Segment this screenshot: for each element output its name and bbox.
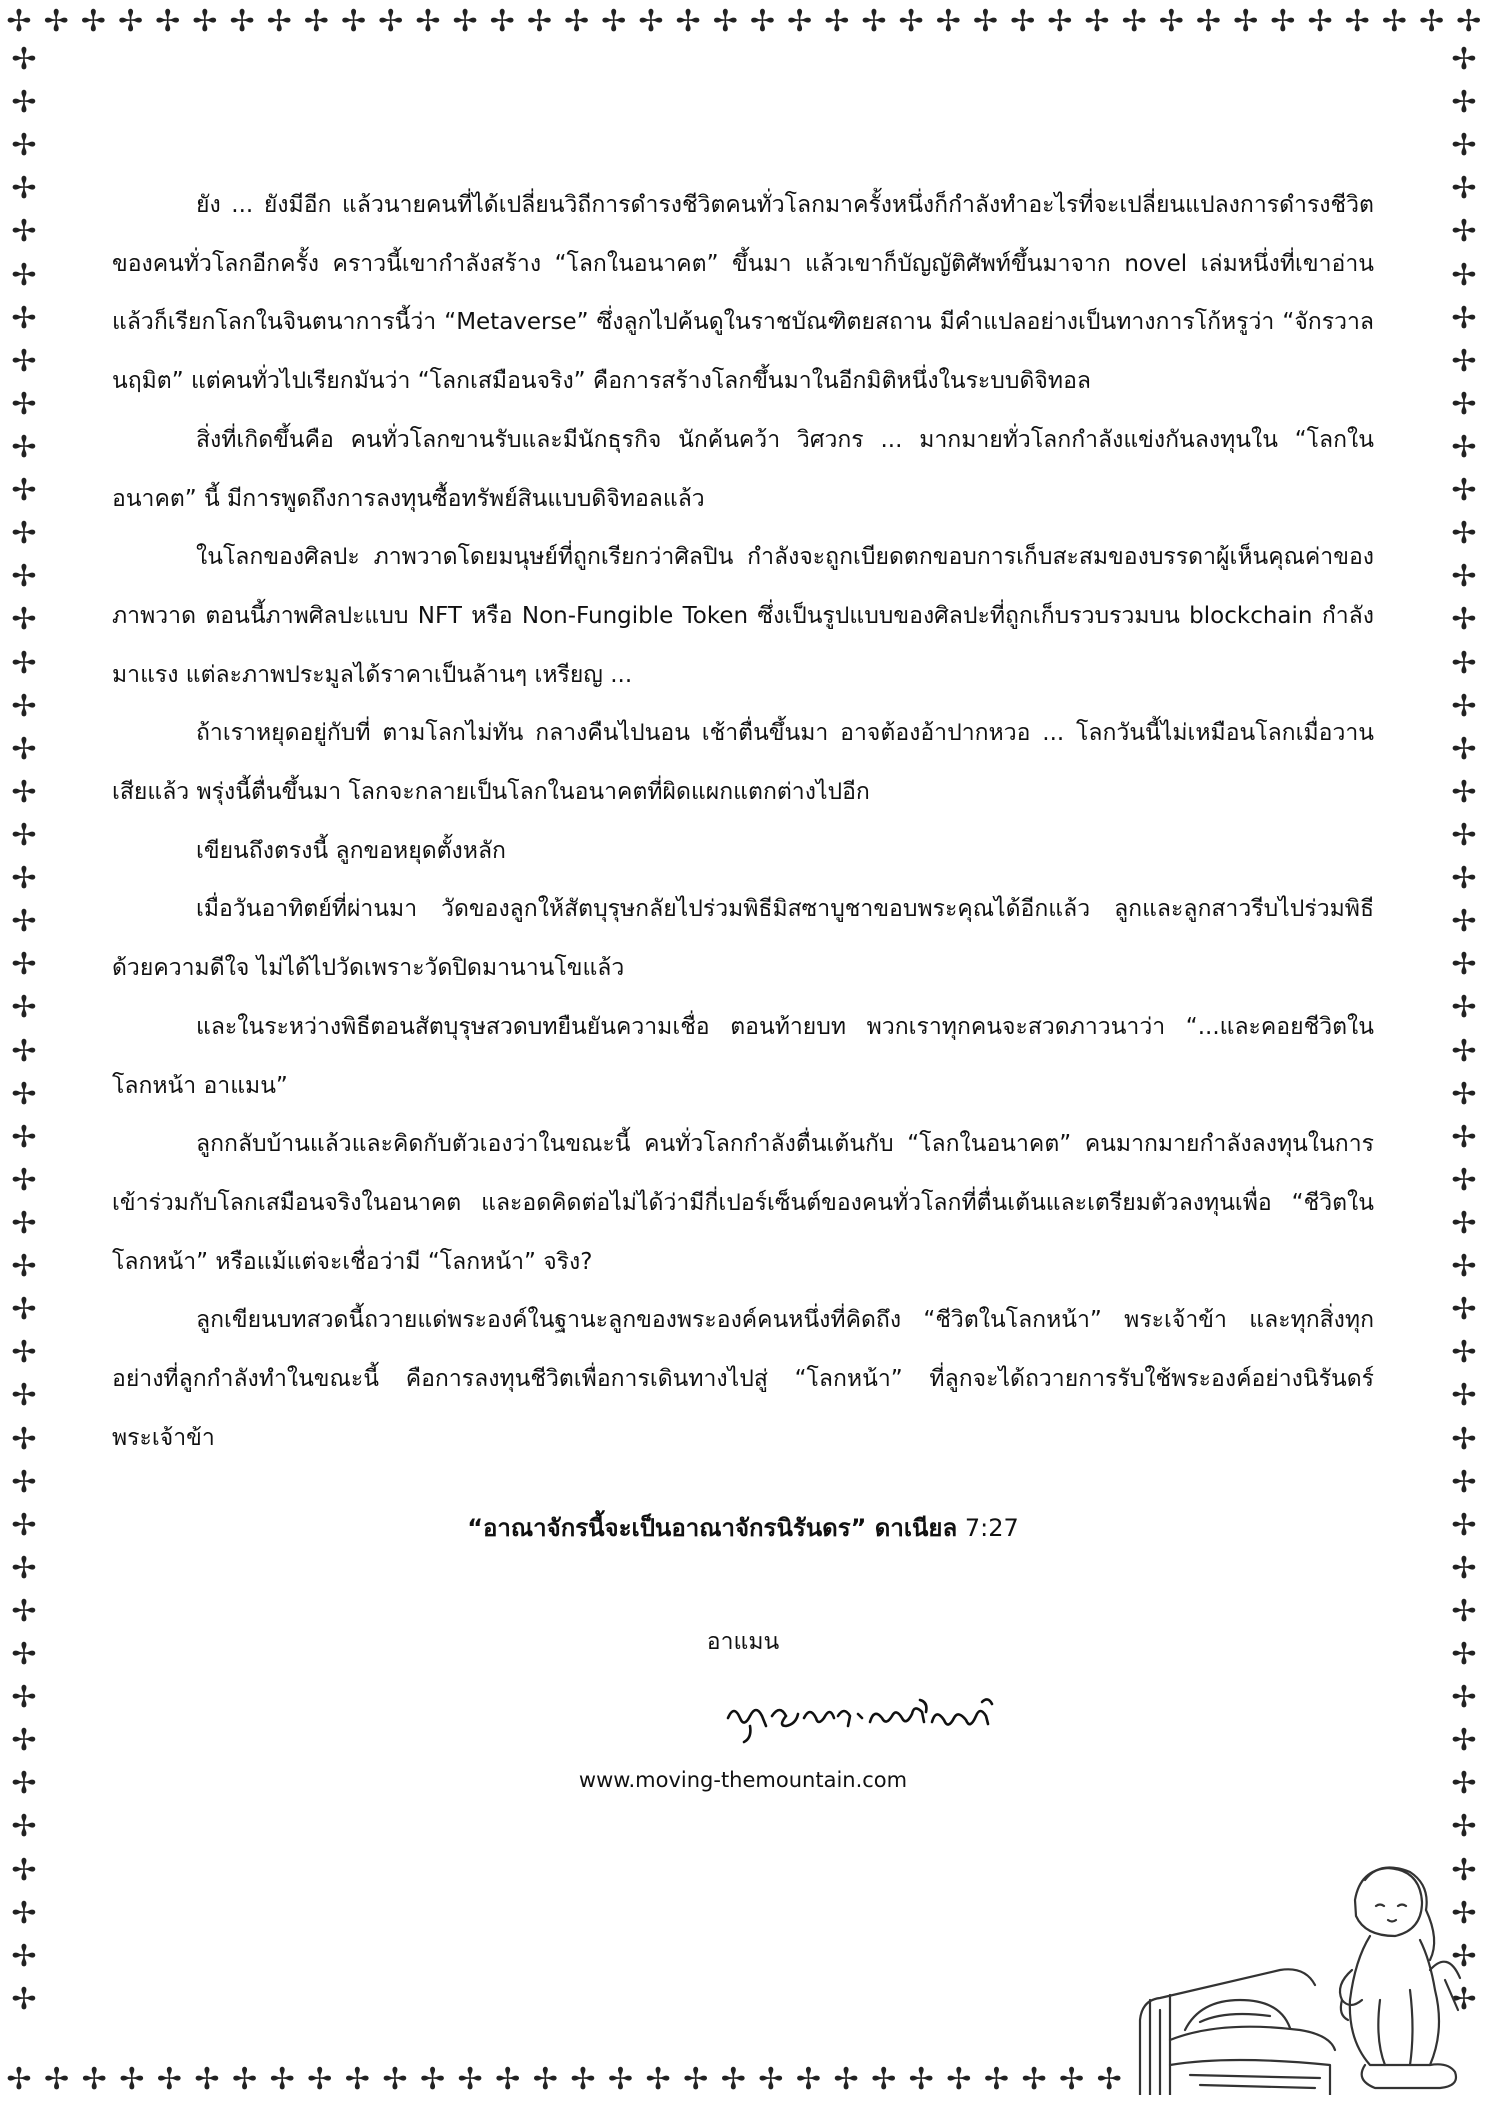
cross-icon: ✢ — [898, 4, 924, 39]
cross-icon: ✢ — [11, 171, 37, 207]
cross-icon: ✢ — [415, 4, 441, 39]
cross-icon: ✢ — [861, 4, 887, 39]
cross-icon: ✢ — [11, 645, 37, 681]
cross-icon: ✢ — [795, 2062, 822, 2097]
cross-icon: ✢ — [117, 4, 144, 39]
cross-icon: ✢ — [378, 4, 404, 39]
cross-icon: ✢ — [1059, 2062, 1085, 2097]
cross-icon: ✢ — [192, 4, 218, 39]
cross-icon: ✢ — [43, 4, 69, 39]
cross-icon: ✢ — [11, 1809, 37, 1845]
cross-icon: ✢ — [683, 2062, 709, 2097]
border-left — [4, 40, 44, 2020]
cross-icon: ✢ — [1451, 1378, 1477, 1414]
cross-icon: ✢ — [303, 4, 329, 39]
cross-icon: ✢ — [1451, 171, 1477, 207]
cross-icon: ✢ — [1451, 1550, 1477, 1586]
cross-icon: ✢ — [1270, 4, 1296, 39]
cross-icon: ✢ — [119, 2062, 145, 2097]
cross-icon: ✢ — [1381, 4, 1407, 39]
cross-icon: ✢ — [11, 731, 37, 767]
cross-icon: ✢ — [1451, 1680, 1477, 1716]
cross-icon: ✢ — [1451, 1464, 1477, 1500]
cross-icon: ✢ — [1451, 1766, 1477, 1802]
cross-icon: ✢ — [11, 559, 37, 595]
cross-icon: ✢ — [11, 1119, 37, 1155]
cross-icon: ✢ — [1451, 1507, 1477, 1543]
cross-icon: ✢ — [419, 2062, 446, 2097]
cross-icon: ✢ — [645, 2062, 671, 2097]
cross-icon: ✢ — [11, 1249, 37, 1285]
paragraph: และในระหว่างพิธีตอนสัตบุรุษสวดบทยืนยันความเชื่อ ตอนท้ายบท พวกเราทุกคนจะสวดภาวนาว่า “...และคอยชีวิตในโลกหน้า อาแมน” — [112, 1013, 1374, 1099]
cross-icon: ✢ — [1451, 343, 1477, 379]
cross-icon: ✢ — [11, 257, 37, 293]
cross-icon: ✢ — [1451, 1981, 1477, 2017]
cross-icon: ✢ — [1451, 300, 1477, 336]
cross-icon: ✢ — [156, 2062, 182, 2097]
letter-body — [112, 176, 1374, 1467]
cross-icon: ✢ — [11, 1593, 37, 1629]
cross-icon: ✢ — [526, 4, 552, 39]
cross-icon: ✢ — [1451, 731, 1477, 767]
quote-text: “อาณาจักรนี้จะเป็นอาณาจักรนิรันดร” ดาเนียล — [467, 1514, 958, 1542]
cross-icon: ✢ — [11, 1076, 37, 1112]
cross-icon: ✢ — [1451, 1852, 1477, 1888]
cross-icon: ✢ — [81, 2062, 107, 2097]
cross-icon: ✢ — [1451, 688, 1477, 724]
cross-icon: ✢ — [11, 817, 37, 853]
cross-icon: ✢ — [787, 4, 813, 39]
cross-icon: ✢ — [11, 42, 37, 77]
cross-icon: ✢ — [833, 2062, 859, 2097]
cross-icon: ✢ — [11, 904, 37, 940]
cross-icon: ✢ — [1451, 429, 1477, 465]
cross-icon: ✢ — [11, 1335, 37, 1371]
cross-icon: ✢ — [1451, 1938, 1477, 1974]
cross-icon: ✢ — [80, 4, 106, 39]
cross-icon: ✢ — [935, 4, 961, 39]
cross-icon: ✢ — [11, 300, 37, 336]
cross-icon: ✢ — [1233, 4, 1259, 39]
website-url: www.moving-themountain.com — [578, 1768, 908, 1792]
cross-icon: ✢ — [11, 429, 37, 465]
cross-icon: ✢ — [11, 1292, 37, 1328]
cross-icon: ✢ — [11, 1723, 37, 1759]
cross-icon: ✢ — [11, 343, 37, 379]
cross-icon: ✢ — [229, 4, 255, 39]
border-right — [1444, 40, 1484, 2020]
cross-icon: ✢ — [11, 1033, 37, 1069]
cross-icon: ✢ — [11, 1464, 37, 1500]
paragraph: ในโลกของศิลปะ ภาพวาดโดยมนุษย์ที่ถูกเรียกว่าศิลปิน กำลังจะถูกเบียดตกขอบการเก็บสะสมของบรรดาผู้เห็นคุณค่าของภาพวาด ตอนนี้ภาพศิลปะแบบ NFT หรือ Non-Fungible Token ซึ่งเป็นรูปแบบของศิลปะที่ถูกเก็บรวบรวมบน blockchain กำลังมาแรง แต่ละภาพประมูลได้ราคาเป็นล้านๆ เหรียญ ... — [112, 544, 1374, 688]
cross-icon: ✢ — [11, 1981, 37, 2017]
cross-icon: ✢ — [1121, 4, 1147, 39]
cross-icon: ✢ — [983, 2062, 1009, 2097]
cross-icon: ✢ — [1451, 1895, 1477, 1931]
cross-icon: ✢ — [758, 2062, 784, 2097]
cross-icon: ✢ — [908, 2062, 934, 2097]
cross-icon: ✢ — [11, 688, 37, 724]
cross-icon: ✢ — [11, 1550, 37, 1586]
cross-icon: ✢ — [824, 4, 850, 39]
handwritten-signature — [720, 1678, 1010, 1748]
cross-icon: ✢ — [1451, 1076, 1477, 1112]
cross-icon: ✢ — [1158, 4, 1184, 39]
cross-icon: ✢ — [231, 2062, 258, 2097]
cross-icon: ✢ — [11, 1421, 37, 1457]
cross-icon: ✢ — [1451, 1292, 1477, 1328]
cross-icon: ✢ — [972, 4, 999, 39]
paragraph: เมื่อวันอาทิตย์ที่ผ่านมา วัดของลูกให้สัตบุรุษกลัยไปร่วมพิธีมิสซาบูชาขอบพระคุณได้อีกแล้ว ลูกและลูกสาวรีบไปร่วมพิธีด้วยความดีใจ ไม่ได้ไปวัดเพราะวัดปิดมานานโขแล้ว — [112, 896, 1374, 982]
cross-icon: ✢ — [1195, 4, 1222, 39]
cross-icon: ✢ — [1451, 1033, 1477, 1069]
closing-amen: อาแมน — [706, 1629, 780, 1655]
cross-icon: ✢ — [11, 1205, 37, 1241]
border-top — [0, 2, 1488, 42]
cross-icon: ✢ — [1418, 4, 1445, 39]
cross-icon: ✢ — [495, 2062, 521, 2097]
cross-icon: ✢ — [638, 4, 664, 39]
cross-icon: ✢ — [1021, 2062, 1047, 2097]
cross-icon: ✢ — [1451, 904, 1477, 940]
cross-icon: ✢ — [1451, 1249, 1477, 1285]
cross-icon: ✢ — [1344, 4, 1370, 39]
cross-icon: ✢ — [11, 1766, 37, 1802]
cross-icon: ✢ — [11, 1852, 37, 1888]
cross-icon: ✢ — [344, 2062, 370, 2097]
cross-icon: ✢ — [6, 4, 32, 39]
cross-icon: ✢ — [1451, 774, 1477, 810]
cross-icon: ✢ — [1096, 2062, 1122, 2097]
cross-icon: ✢ — [11, 861, 37, 897]
cross-icon: ✢ — [1456, 4, 1482, 39]
paragraph: ลูกเขียนบทสวดนี้ถวายแด่พระองค์ในฐานะลูกของพระองค์คนหนึ่งที่คิดถึง “ชีวิตในโลกหน้า” พระเจ้าข้า และทุกสิ่งทุกอย่างที่ลูกกำลังทำในขณะนี้ คือการลงทุนชีวิตเพื่อการเดินทางไปสู่ “โลกหน้า” ที่ลูกจะได้ถวายการรับใช้พระองค์อย่างนิรันดร์ พระเจ้าข้า — [112, 1307, 1374, 1451]
cross-icon: ✢ — [11, 990, 37, 1026]
cross-icon: ✢ — [1451, 1637, 1477, 1673]
cross-icon: ✢ — [1451, 386, 1477, 422]
quote-reference: 7:27 — [964, 1514, 1019, 1542]
cross-icon: ✢ — [266, 4, 292, 39]
cross-icon: ✢ — [155, 4, 181, 39]
cross-icon: ✢ — [1451, 947, 1477, 983]
cross-icon: ✢ — [946, 2062, 972, 2097]
scripture-quote — [112, 1508, 1374, 1548]
cross-icon: ✢ — [1451, 85, 1477, 121]
cross-icon: ✢ — [1451, 1162, 1477, 1198]
cross-icon: ✢ — [11, 947, 37, 983]
cross-icon: ✢ — [11, 85, 37, 121]
cross-icon: ✢ — [11, 516, 37, 552]
paragraph: ลูกกลับบ้านแล้วและคิดกับตัวเองว่าในขณะนี้ คนทั่วโลกกำลังตื่นเต้นกับ “โลกในอนาคต” คนมากมายกำลังลงทุนในการเข้าร่วมกับโลกเสมือนจริงในอนาคต และอดคิดต่อไม่ได้ว่ามีกี่เปอร์เซ็นต์ของคนทั่วโลกที่ตื่นเต้นและเตรียมตัวลงทุนเพื่อ “ชีวิตในโลกหน้า” หรือแม้แต่จะเชื่อว่ามี “โลกหน้า” จริง? — [112, 1131, 1374, 1275]
cross-icon: ✢ — [1451, 1335, 1477, 1371]
cross-icon: ✢ — [11, 1378, 37, 1414]
cross-icon: ✢ — [457, 2062, 483, 2097]
cross-icon: ✢ — [712, 4, 738, 39]
cross-icon: ✢ — [1084, 4, 1110, 39]
cross-icon: ✢ — [11, 602, 37, 638]
cross-icon: ✢ — [675, 4, 701, 39]
cross-icon: ✢ — [532, 2062, 558, 2097]
cross-icon: ✢ — [11, 774, 37, 810]
cross-icon: ✢ — [489, 4, 515, 39]
border-bottom — [0, 2060, 1128, 2100]
cross-icon: ✢ — [1451, 257, 1477, 293]
cross-icon: ✢ — [1451, 990, 1477, 1026]
cross-icon: ✢ — [1451, 1119, 1477, 1155]
cross-icon: ✢ — [11, 1637, 37, 1673]
cross-icon: ✢ — [720, 2062, 746, 2097]
cross-icon: ✢ — [44, 2062, 70, 2097]
cross-icon: ✢ — [1451, 473, 1477, 509]
cross-icon: ✢ — [871, 2062, 897, 2097]
cross-icon: ✢ — [601, 4, 627, 39]
paragraph: ถ้าเราหยุดอยู่กับที่ ตามโลกไม่ทัน กลางคืนไปนอน เช้าตื่นขึ้นมา อาจต้องอ้าปากหวอ ... โลกวันนี้ไม่เหมือนโลกเมื่อวานเสียแล้ว พรุ่งนี้ตื่นขึ้นมา โลกจะกลายเป็นโลกในอนาคตที่ผิดแผกแตกต่างไปอีก — [112, 720, 1374, 806]
cross-icon: ✢ — [1451, 1205, 1477, 1241]
cross-icon: ✢ — [570, 2062, 596, 2097]
paragraph: สิ่งที่เกิดขึ้นคือ คนทั่วโลกขานรับและมีนักธุรกิจ นักค้นคว้า วิศวกร ... มากมายทั่วโลกกำลังแข่งกันลงทุนใน “โลกในอนาคต” นี้ มีการพูดถึงการลงทุนซื้อทรัพย์สินแบบดิจิทอลแล้ว — [112, 426, 1374, 512]
cross-icon: ✢ — [1451, 817, 1477, 853]
praying-child-illustration — [1130, 1850, 1470, 2095]
cross-icon: ✢ — [1451, 645, 1477, 681]
cross-icon: ✢ — [1451, 1421, 1477, 1457]
paragraph: ยัง ... ยังมีอีก แล้วนายคนที่ได้เปลี่ยนวิถีการดำรงชีวิตคนทั่วโลกมาครั้งหนึ่งก็กำลังทำอะไรที่จะเปลี่ยนแปลงการดำรงชีวิตของคนทั่วโลกอีกครั้ง คราวนี้เขากำลังสร้าง “โลกในอนาคต” ขึ้นมา แล้วเขาก็บัญญัติศัพท์ขึ้นมาจาก novel เล่มหนึ่งที่เขาอ่าน แล้วก็เรียกโลกในจินตนาการนี้ว่า “Metaverse” ซึ่งลูกไปค้นดูในราชบัณฑิตยสถาน มีคำแปลอย่างเป็นทางการโก้หรูว่า “จักรวาลนฤมิต” แต่คนทั่วไปเรียกมันว่า “โลกเสมือนจริง” คือการสร้างโลกขึ้นมาในอีกมิติหนึ่งในระบบดิจิทอล — [112, 192, 1374, 395]
cross-icon: ✢ — [11, 128, 37, 164]
cross-icon: ✢ — [307, 2062, 333, 2097]
cross-icon: ✢ — [1451, 861, 1477, 897]
cross-icon: ✢ — [1047, 4, 1073, 39]
cross-icon: ✢ — [1451, 602, 1477, 638]
cross-icon: ✢ — [1451, 42, 1477, 77]
cross-icon: ✢ — [1451, 1593, 1477, 1629]
cross-icon: ✢ — [1451, 128, 1477, 164]
cross-icon: ✢ — [564, 4, 590, 39]
cross-icon: ✢ — [382, 2062, 408, 2097]
cross-icon: ✢ — [11, 386, 37, 422]
cross-icon: ✢ — [1451, 559, 1477, 595]
cross-icon: ✢ — [6, 2062, 32, 2097]
cross-icon: ✢ — [1451, 214, 1477, 250]
cross-icon: ✢ — [1010, 4, 1036, 39]
cross-icon: ✢ — [749, 4, 775, 39]
paragraph: เขียนถึงตรงนี้ ลูกขอหยุดตั้งหลัก — [196, 837, 506, 864]
cross-icon: ✢ — [11, 1680, 37, 1716]
cross-icon: ✢ — [11, 1895, 37, 1931]
cross-icon: ✢ — [1451, 1723, 1477, 1759]
cross-icon: ✢ — [11, 1162, 37, 1198]
cross-icon: ✢ — [1307, 4, 1333, 39]
cross-icon: ✢ — [11, 1507, 37, 1543]
cross-icon: ✢ — [1451, 516, 1477, 552]
cross-icon: ✢ — [11, 1938, 37, 1974]
cross-icon: ✢ — [452, 4, 478, 39]
cross-icon: ✢ — [11, 214, 37, 250]
cross-icon: ✢ — [194, 2062, 220, 2097]
cross-icon: ✢ — [1451, 1809, 1477, 1845]
cross-icon: ✢ — [269, 2062, 295, 2097]
cross-icon: ✢ — [340, 4, 367, 39]
cross-icon: ✢ — [11, 473, 37, 509]
cross-icon: ✢ — [607, 2062, 634, 2097]
